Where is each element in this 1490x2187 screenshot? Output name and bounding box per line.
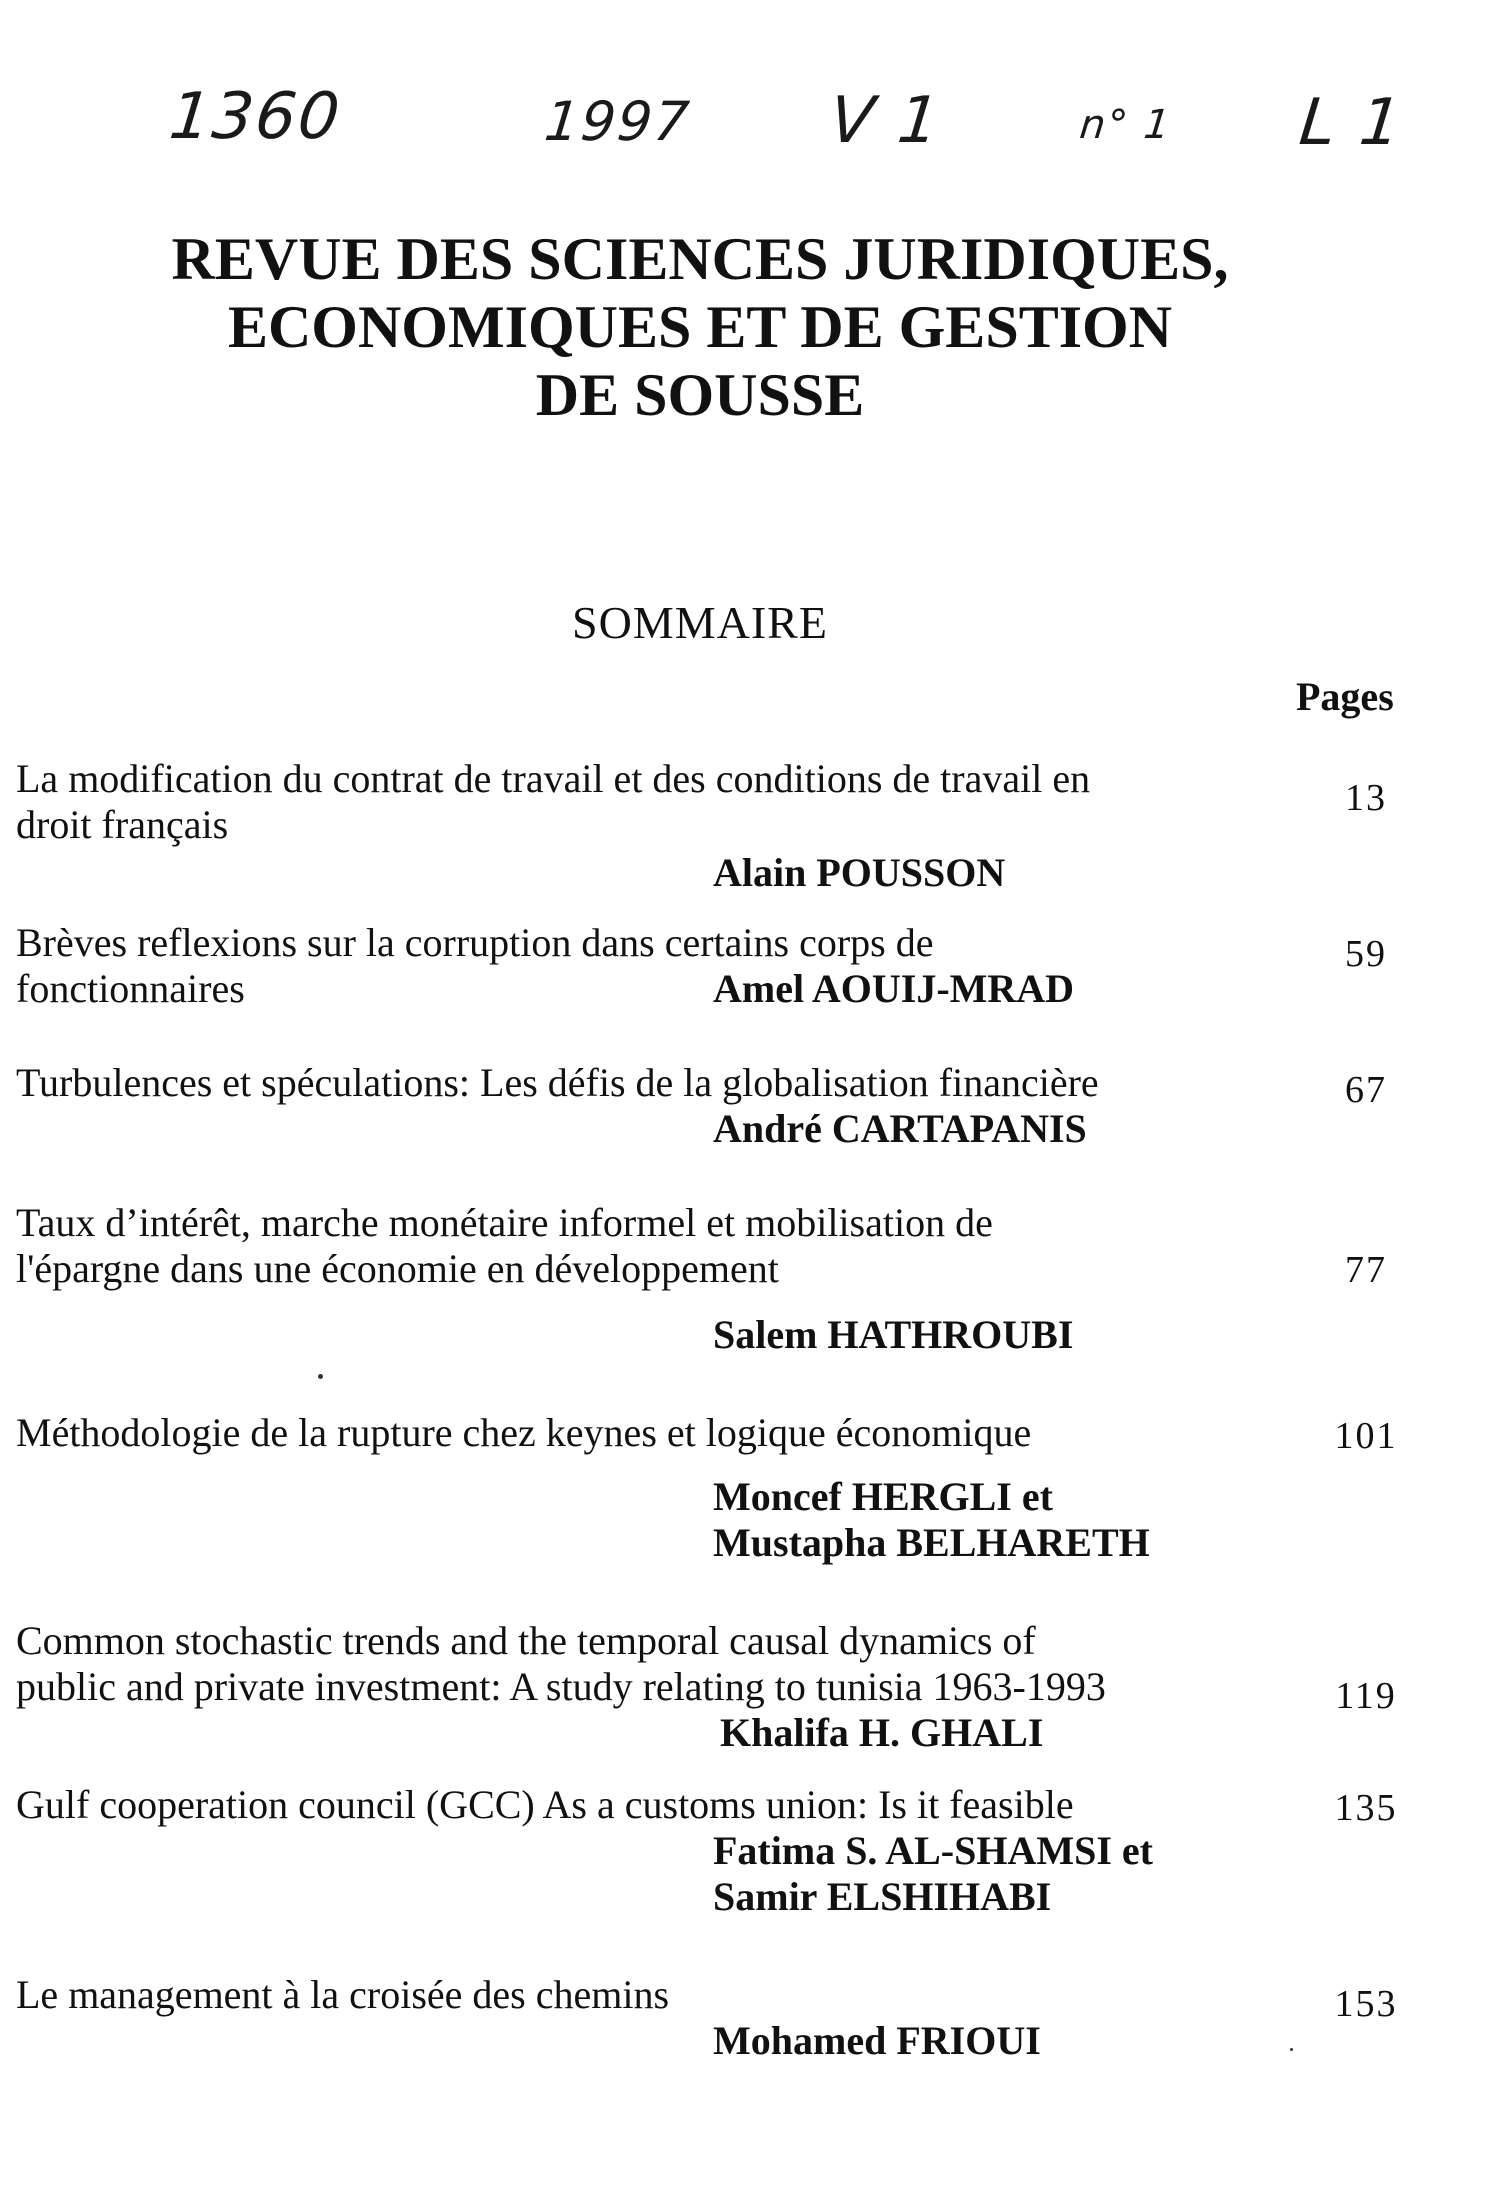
pages-column-heading: Pages <box>1296 674 1394 719</box>
handwritten-issue: n° 1 <box>1077 102 1174 148</box>
article-title: Gulf cooperation council (GCC) As a customs union: Is it feasible <box>16 1782 1074 1827</box>
article-title: Turbulences et spéculations: Les défis de la globalisation financière <box>16 1060 1099 1105</box>
article-page: 101 <box>1334 1415 1398 1457</box>
article-page: 67 <box>1345 1069 1387 1111</box>
article-author: Alain POUSSON <box>713 850 1006 895</box>
article-title: Common stochastic trends and the temporal causal dynamics of public and private investment: A study relating to tunisia 1963-1993 <box>16 1618 1106 1709</box>
handwritten-year: 1997 <box>541 90 694 153</box>
journal-title-line-2: ECONOMIQUES ET DE GESTION <box>227 294 1173 360</box>
article-page: 135 <box>1334 1787 1398 1829</box>
article-author: Amel AOUIJ-MRAD <box>713 966 1075 1011</box>
scan-speck <box>1290 2048 1293 2051</box>
article-page: 119 <box>1335 1675 1397 1717</box>
article-author: Salem HATHROUBI <box>713 1312 1074 1357</box>
handwritten-ref-number: 1360 <box>166 80 345 154</box>
article-title: La modification du contrat de travail et des conditions de travail en droit français <box>16 756 1091 847</box>
article-author: Moncef HERGLI et Mustapha BELHARETH <box>713 1474 1150 1565</box>
handwritten-code: L 1 <box>1296 86 1407 160</box>
article-author: Fatima S. AL-SHAMSI et Samir ELSHIHABI <box>713 1828 1153 1919</box>
article-title: Brèves reflexions sur la corruption dans certains corps de fonctionnaires <box>16 920 934 1011</box>
journal-title-line-3: DE SOUSSE <box>535 362 865 428</box>
handwritten-volume: V 1 <box>826 84 945 158</box>
article-author: Mohamed FRIOUI <box>713 2018 1041 2063</box>
article-page: 59 <box>1345 933 1387 975</box>
sommaire-heading: SOMMAIRE <box>572 597 828 648</box>
article-title: Le management à la croisée des chemins <box>16 1972 670 2017</box>
article-title: Méthodologie de la rupture chez keynes et logique économique <box>16 1410 1032 1455</box>
article-title: Taux d’intérêt, marche monétaire informel et mobilisation de l'épargne dans une économie en développement <box>16 1200 993 1291</box>
article-page: 13 <box>1345 777 1387 819</box>
journal-title-line-1: REVUE DES SCIENCES JURIDIQUES, <box>171 226 1229 292</box>
article-author: Khalifa H. GHALI <box>720 1710 1044 1755</box>
article-author: André CARTAPANIS <box>713 1106 1087 1151</box>
scan-speck <box>318 1374 323 1379</box>
handwritten-annotations <box>0 80 1490 200</box>
article-page: 77 <box>1345 1249 1387 1291</box>
journal-title <box>0 225 1400 429</box>
article-page: 153 <box>1334 1983 1398 2025</box>
